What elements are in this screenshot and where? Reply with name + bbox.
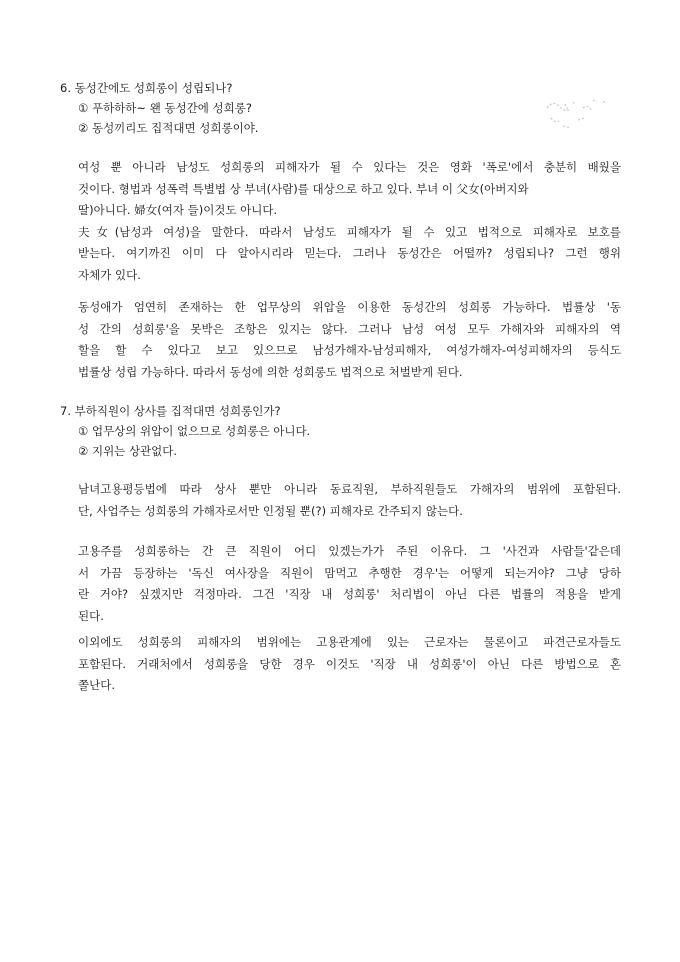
paragraph-line: 딸)아니다. 婦女(여자 들)이것도 아니다. xyxy=(78,203,278,217)
paragraph-line: 포함된다. 거래처에서 성희롱을 당한 경우 이것도 '직장 내 성희롱'이 아닌 다른 방법으로 혼 xyxy=(78,656,621,671)
paragraph-line: 자체가 있다. xyxy=(78,267,141,282)
question-7-heading: 7. 부하직원이 상사를 집적대면 성희롱인가? xyxy=(60,404,281,418)
question-7-paragraph-1 xyxy=(78,479,621,522)
question-7-option-2: ② 지위는 상관없다. xyxy=(78,444,178,458)
paragraph-line: 법률상 성립 가능하다. 따라서 동성에 의한 성희롱도 법적으로 처벌받게 된다. xyxy=(78,364,463,379)
question-7-paragraph-2 xyxy=(78,541,621,627)
question-6-paragraph-2 xyxy=(78,297,621,383)
paragraph-line: 남녀고용평등법에 따라 상사 뿐만 아니라 동료직원, 부하직원들도 가해자의 범위에 포함된다. xyxy=(78,482,621,496)
paragraph-line: 란 거야? 싶겠지만 걱정마라. 그건 '직장 내 성희롱' 처리법이 아닌 다른 법률의 적용을 받게 xyxy=(78,587,621,601)
paragraph-line: 단, 사업주는 성희롱의 가해자로서만 인정될 뿐(?) 피해자로 간주되지 않는다. xyxy=(78,503,463,518)
paragraph-line: 이외에도 성희롱의 피해자의 범위에는 고용관계에 있는 근로자는 물론이고 파견근로자들도 xyxy=(78,635,621,649)
question-6-option-1: ① 푸하하하~ 왠 동성간에 성희롱? xyxy=(78,101,252,115)
question-6-paragraph-1 xyxy=(78,157,621,286)
paragraph-line: 할을 할 수 있다고 보고 있으므로 남성가해자-남성피해자, 여성가해자-여성피해자의 등식도 xyxy=(78,343,621,357)
paragraph-line: 받는다. 여기까진 이미 다 알아시리라 믿는다. 그러나 동성간은 어떨까? 성립되나? 그런 행위 xyxy=(78,246,621,260)
paragraph-line: 夫女(남성과 여성)을 말한다. 따라서 남성도 피해자가 될 수 있고 법적으로 피해자로 보호를 xyxy=(78,224,621,239)
paragraph-line: 서 가끔 등장하는 '독신 여사장을 직원이 맘먹고 추행한 경우'는 어떻게 되는거야? 그냥 당하 xyxy=(78,565,621,580)
paragraph-line: 것이다. 형법과 성폭력 특별법 상 부녀(사람)를 대상으로 하고 있다. 부녀 이 父女(아버지와 xyxy=(78,181,529,196)
paragraph-line: 여성 뿐 아니라 남성도 성희롱의 피해자가 될 수 있다는 것은 영화 '폭로'에서 충분히 배웠을 xyxy=(78,160,621,174)
paragraph-line: 동성애가 엄연히 존재하는 한 업무상의 위압을 이용한 동성간의 성희롱 가능하다. 법률상 '동 xyxy=(78,300,621,314)
question-7-option-1: ① 업무상의 위압이 없으므로 성희롱은 아니다. xyxy=(78,424,311,438)
paragraph-line: 고용주를 성희롱하는 간 큰 직원이 어디 있겠는가가 주된 이유다. 그 '사건과 사람들'같은데 xyxy=(78,544,621,558)
paragraph-line: 쫄난다. xyxy=(78,678,115,692)
faint-scribble-mark xyxy=(543,94,613,134)
paragraph-line: 된다. xyxy=(78,608,104,623)
question-6-option-2: ② 동성끼리도 집적대면 성희롱이야. xyxy=(78,121,259,135)
question-7-paragraph-3 xyxy=(78,632,621,697)
question-6-heading: 6. 동성간에도 성희롱이 성립되나? xyxy=(60,81,233,95)
paragraph-line: 성 간의 성희롱'을 못박은 조항은 있지는 않다. 그러나 남성 여성 모두 가해자와 피해자의 역 xyxy=(78,321,621,336)
